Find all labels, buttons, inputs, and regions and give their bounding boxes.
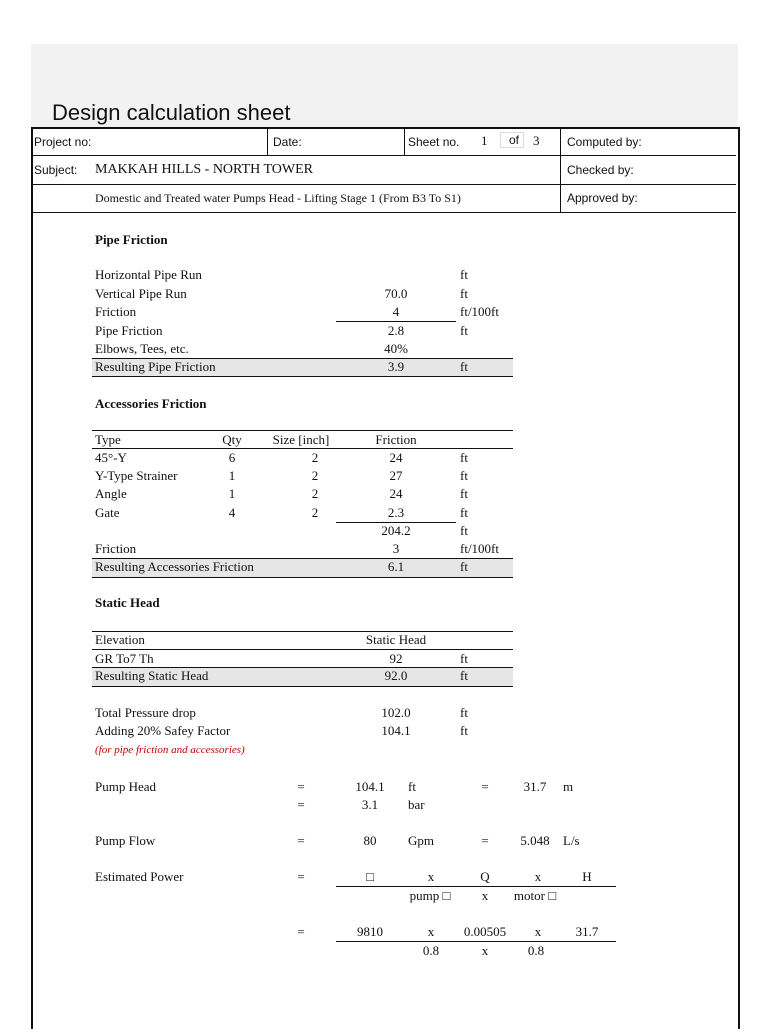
table-line [92,430,513,431]
accessory-unit: ft [460,486,468,501]
elevation-unit: ft [460,651,468,666]
calculation-frame [31,127,740,1029]
pipe-result-unit: ft [460,359,468,374]
pipe-row-label: Friction [95,304,137,319]
equals-sign: = [297,833,305,848]
pressure-drop-label: Total Pressure drop [95,705,196,720]
approved-by-label: Approved by: [567,191,638,205]
pump-flow-value: 80 [363,833,377,848]
pipe-row-value: 40% [384,341,408,356]
pump-head-bar-value: 3.1 [361,797,379,812]
accessories-result-value: 6.1 [387,559,405,574]
fraction-line [336,886,616,887]
pipe-row-label: Pipe Friction [95,323,163,338]
pipe-row-value: 4 [392,304,400,319]
denominator-term: pump □ [409,888,451,903]
pump-head-value: 104.1 [355,779,385,794]
multiply-sign: x [427,924,435,939]
subject-label: Subject: [34,163,78,177]
multiply-sign: x [481,943,489,958]
date-label: Date: [273,135,302,149]
estimated-power-label: Estimated Power [95,869,184,884]
result-line [92,577,513,578]
header-divider [31,184,736,185]
sheet-no-label: Sheet no. [408,135,460,149]
sheet-no-value: 1 [481,133,488,148]
accessory-unit: ft [460,505,468,520]
header-divider [560,129,561,212]
sheet-total-value: 3 [533,133,540,148]
pipe-friction-heading: Pipe Friction [95,232,168,247]
accessory-type: Gate [95,505,120,520]
accessory-qty: 1 [228,468,236,483]
safety-factor-value: 104.1 [381,723,411,738]
pressure-drop-unit: ft [460,705,468,720]
safety-note: (for pipe friction and accessories) [95,744,245,756]
pressure-drop-value: 102.0 [381,705,411,720]
accessory-size: 2 [311,450,319,465]
accessory-size: 2 [311,468,319,483]
pipe-row-unit: ft/100ft [460,304,499,319]
numerator-value: 9810 [357,924,383,939]
column-header: Elevation [95,632,145,647]
pipe-row-label: Vertical Pipe Run [95,286,187,301]
accessory-unit: ft [460,468,468,483]
accessory-friction: 27 [389,468,403,483]
pipe-row-unit: ft [460,323,468,338]
elevation-value: 92 [389,651,403,666]
column-header: Type [95,432,121,447]
pump-head-metric-unit: m [563,779,574,794]
pipe-row-label: Elbows, Tees, etc. [95,341,189,356]
static-result-unit: ft [460,668,468,683]
header-divider [31,212,736,213]
equals-sign: = [481,779,489,794]
pump-head-unit: ft [408,779,416,794]
accessory-friction: 2.3 [387,505,405,520]
accessories-friction-value: 3 [392,541,400,556]
pipe-row-unit: ft [460,267,468,282]
equals-sign: = [297,779,305,794]
column-header: Qty [222,432,242,447]
header-divider [404,129,405,155]
accessory-type: Angle [95,486,127,501]
sum-line [336,321,456,322]
result-line [92,686,513,687]
accessories-friction-label: Friction [95,541,137,556]
pipe-result-label: Resulting Pipe Friction [95,359,216,374]
accessories-total-value: 204.2 [381,523,411,538]
safety-factor-unit: ft [460,723,468,738]
denominator-value: 0.8 [422,943,440,958]
accessory-qty: 1 [228,486,236,501]
multiply-sign: x [534,924,542,939]
accessory-friction: 24 [389,450,403,465]
elevation-label: GR To7 Th [95,651,154,666]
accessory-qty: 4 [228,505,236,520]
pipe-row-label: Horizontal Pipe Run [95,267,202,282]
project-no-label: Project no: [34,135,92,149]
accessories-heading: Accessories Friction [95,396,207,411]
multiply-sign: x [481,888,489,903]
static-result-value: 92.0 [384,668,408,683]
accessory-unit: ft [460,450,468,465]
pump-flow-metric-unit: L/s [563,833,580,848]
result-line [92,376,513,377]
page-title: Design calculation sheet [52,100,291,125]
denominator-value: 0.8 [527,943,545,958]
header-divider [267,129,268,155]
pipe-row-unit: ft [460,286,468,301]
equals-sign: = [297,924,305,939]
equals-sign: = [297,797,305,812]
safety-factor-label: Adding 20% Safey Factor [95,723,231,738]
column-header: Size [inch] [272,432,330,447]
table-line [92,649,513,650]
accessories-result-label: Resulting Accessories Friction [95,559,254,574]
numerator-term: □ [366,869,374,884]
pump-head-label: Pump Head [95,779,157,794]
accessories-total-unit: ft [460,523,468,538]
column-header: Static Head [365,632,427,647]
accessory-size: 2 [311,486,319,501]
pipe-row-value: 2.8 [387,323,405,338]
multiply-sign: x [534,869,542,884]
static-head-heading: Static Head [95,595,160,610]
pump-flow-metric-value: 5.048 [520,833,550,848]
pump-flow-unit: Gpm [408,833,434,848]
accessories-friction-unit: ft/100ft [460,541,499,556]
column-header: Friction [375,432,417,447]
accessories-result-unit: ft [460,559,468,574]
accessory-type: Y-Type Strainer [95,468,178,483]
accessory-qty: 6 [228,450,236,465]
of-label: of [500,132,524,148]
accessory-friction: 24 [389,486,403,501]
header-divider [31,155,736,156]
denominator-term: motor □ [513,888,557,903]
numerator-value: 31.7 [575,924,599,939]
checked-by-label: Checked by: [567,163,634,177]
accessory-size: 2 [311,505,319,520]
numerator-term: H [582,869,592,884]
pump-flow-label: Pump Flow [95,833,156,848]
pump-head-bar-unit: bar [408,797,425,812]
numerator-value: 0.00505 [463,924,507,939]
equals-sign: = [481,833,489,848]
equals-sign: = [297,869,305,884]
accessory-type: 45°-Y [95,450,127,465]
table-line [92,448,513,449]
computed-by-label: Computed by: [567,135,642,149]
numerator-term: Q [480,869,490,884]
fraction-line [336,941,616,942]
static-result-label: Resulting Static Head [95,668,209,683]
pipe-row-value: 70.0 [384,286,408,301]
pump-head-metric-value: 31.7 [523,779,547,794]
description-text: Domestic and Treated water Pumps Head - Lifting Stage 1 (From B3 To S1) [95,191,461,205]
pipe-result-value: 3.9 [387,359,405,374]
multiply-sign: x [427,869,435,884]
subject-value: MAKKAH HILLS - NORTH TOWER [95,162,313,177]
